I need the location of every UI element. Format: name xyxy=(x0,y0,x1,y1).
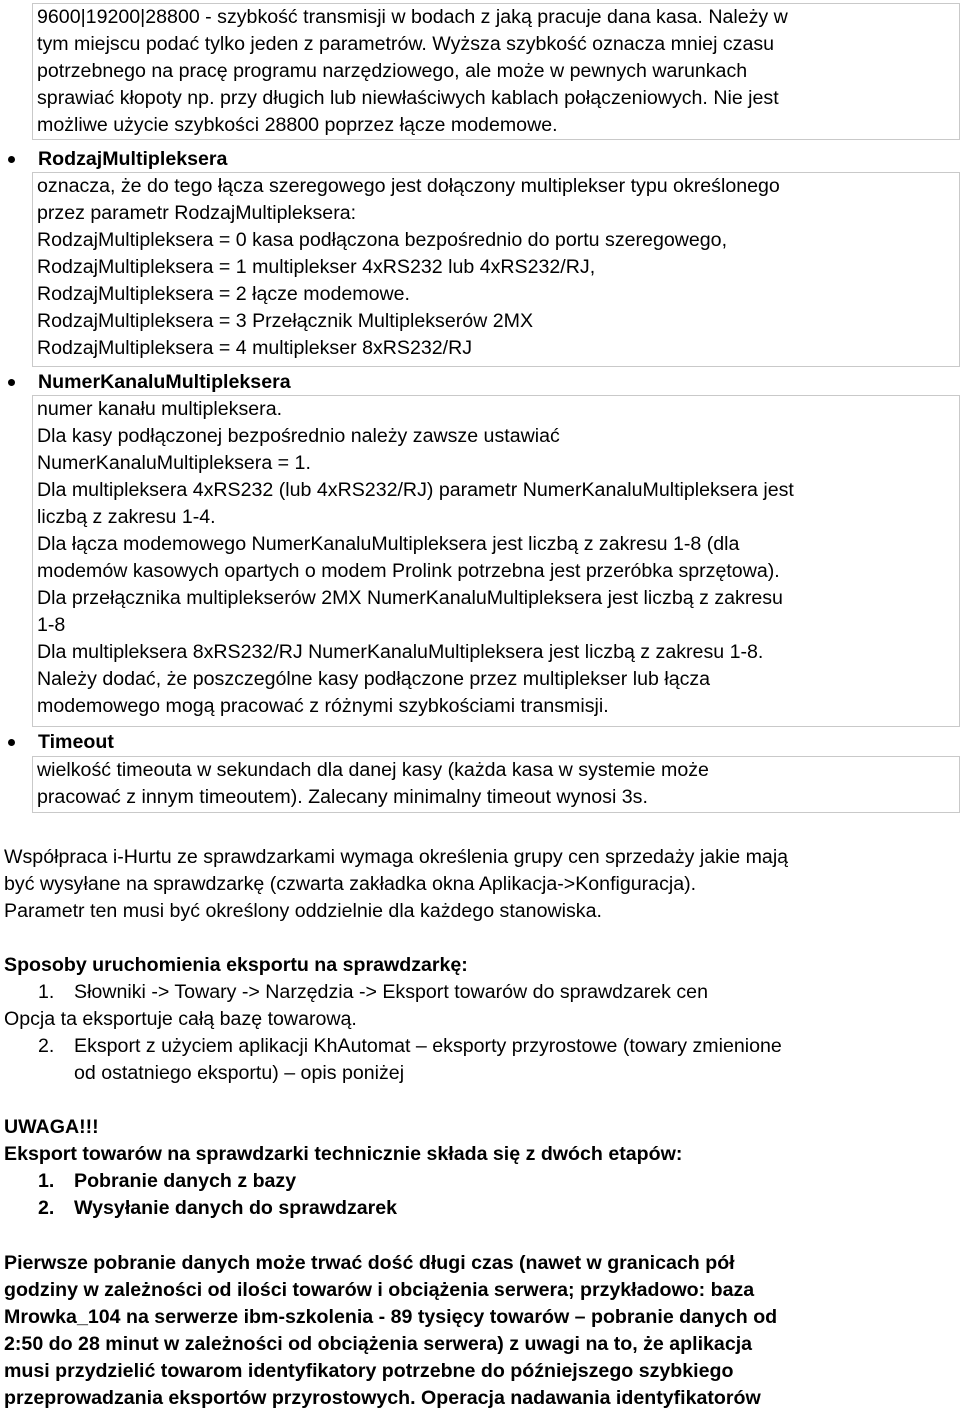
list-item: od ostatniego eksportu) – opis poniżej xyxy=(74,1062,405,1084)
param-name-rodzaj: RodzajMultipleksera xyxy=(38,148,228,170)
param-line: oznacza, że do tego łącza szeregowego jest dołączony multiplekser typu określonego xyxy=(37,175,780,197)
paragraph-line: Parametr ten musi być określony oddzielnie dla każdego stanowiska. xyxy=(4,900,602,922)
intro-line: sprawiać kłopoty np. przy długich lub niewłaściwych kablach połączeniowych. Nie jest xyxy=(37,87,779,109)
param-line: RodzajMultipleksera = 3 Przełącznik Multiplekserów 2MX xyxy=(37,310,534,332)
paragraph-line: Mrowka_104 na serwerze ibm-szkolenia - 89 tysięcy towarów – pobranie danych od xyxy=(4,1306,778,1328)
intro-line: 9600|19200|28800 - szybkość transmisji w bodach z jaką pracuje dana kasa. Należy w xyxy=(37,6,788,28)
param-line: modemów kasowych opartych o modem Prolink potrzebna jest przeróbka sprzętowa). xyxy=(37,560,780,582)
methods-note: Opcja ta eksportuje całą bazę towarową. xyxy=(4,1008,357,1030)
bullet-icon xyxy=(8,156,15,163)
list-item: Wysyłanie danych do sprawdzarek xyxy=(74,1197,398,1219)
param-line: Dla przełącznika multiplekserów 2MX NumerKanaluMultipleksera jest liczbą z zakresu xyxy=(37,587,783,609)
intro-line: możliwe użycie szybkości 28800 poprzez łącze modemowe. xyxy=(37,114,558,136)
list-number: 2. xyxy=(38,1197,55,1219)
list-item: Eksport z użyciem aplikacji KhAutomat – eksporty przyrostowe (towary zmienione xyxy=(74,1035,782,1057)
param-box-timeout xyxy=(32,756,960,813)
methods-heading: Sposoby uruchomienia eksportu na sprawdzarkę: xyxy=(4,954,468,976)
param-line: numer kanału multipleksera. xyxy=(37,398,283,420)
param-name-numer-kanalu: NumerKanaluMultipleksera xyxy=(38,371,291,393)
paragraph-line: być wysyłane na sprawdzarkę (czwarta zakładka okna Aplikacja->Konfiguracja). xyxy=(4,873,697,895)
param-name-timeout: Timeout xyxy=(38,731,114,753)
param-box-rodzaj xyxy=(32,172,960,367)
intro-line: potrzebnego na pracę programu narzędziowego, ale może w pewnych warunkach xyxy=(37,60,748,82)
bullet-icon xyxy=(8,739,15,746)
param-line: modemowego mogą pracować z różnymi szybkościami transmisji. xyxy=(37,695,609,717)
list-number: 2. xyxy=(38,1035,55,1057)
paragraph-line: przeprowadzania eksportów przyrostowych. Operacja nadawania identyfikatorów xyxy=(4,1387,761,1409)
param-line: RodzajMultipleksera = 4 multiplekser 8xRS232/RJ xyxy=(37,337,473,359)
param-line: liczbą z zakresu 1-4. xyxy=(37,506,216,528)
param-line: Dla kasy podłączonej bezpośrednio należy zawsze ustawiać xyxy=(37,425,560,447)
param-line: NumerKanaluMultipleksera = 1. xyxy=(37,452,311,474)
warning-label: UWAGA!!! xyxy=(4,1116,99,1138)
param-line: pracować z innym timeoutem). Zalecany minimalny timeout wynosi 3s. xyxy=(37,786,648,808)
list-number: 1. xyxy=(38,1170,55,1192)
param-line: RodzajMultipleksera = 2 łącze modemowe. xyxy=(37,283,410,305)
param-line: RodzajMultipleksera = 1 multiplekser 4xRS232 lub 4xRS232/RJ, xyxy=(37,256,596,278)
param-line: 1-8 xyxy=(37,614,66,636)
paragraph-line: godziny w zależności od ilości towarów i obciążenia serwera; przykładowo: baza xyxy=(4,1279,755,1301)
paragraph-line: Pierwsze pobranie danych może trwać dość długi czas (nawet w granicach pół xyxy=(4,1252,735,1274)
param-line: wielkość timeouta w sekundach dla danej kasy (każda kasa w systemie może xyxy=(37,759,709,781)
intro-box xyxy=(32,3,960,140)
param-line: Dla łącza modemowego NumerKanaluMultipleksera jest liczbą z zakresu 1-8 (dla xyxy=(37,533,740,555)
paragraph-line: Współpraca i-Hurtu ze sprawdzarkami wymaga określenia grupy cen sprzedaży jakie mają xyxy=(4,846,789,868)
intro-line: tym miejscu podać tylko jeden z parametrów. Wyższa szybkość oznacza mniej czasu xyxy=(37,33,775,55)
param-line: Dla multipleksera 8xRS232/RJ NumerKanaluMultipleksera jest liczbą z zakresu 1-8. xyxy=(37,641,764,663)
param-line: Należy dodać, że poszczególne kasy podłączone przez multiplekser lub łącza xyxy=(37,668,711,690)
paragraph-line: musi przydzielić towarom identyfikatory potrzebne do późniejszego szybkiego xyxy=(4,1360,734,1382)
param-line: Dla multipleksera 4xRS232 (lub 4xRS232/RJ) parametr NumerKanaluMultipleksera jest xyxy=(37,479,794,501)
param-line: przez parametr RodzajMultipleksera: xyxy=(37,202,357,224)
bullet-icon xyxy=(8,379,15,386)
list-number: 1. xyxy=(38,981,55,1003)
list-item: Pobranie danych z bazy xyxy=(74,1170,297,1192)
list-item: Słowniki -> Towary -> Narzędzia -> Eksport towarów do sprawdzarek cen xyxy=(74,981,708,1003)
warning-heading: Eksport towarów na sprawdzarki technicznie składa się z dwóch etapów: xyxy=(4,1143,683,1165)
param-box-numer-kanalu xyxy=(32,395,960,727)
param-line: RodzajMultipleksera = 0 kasa podłączona bezpośrednio do portu szeregowego, xyxy=(37,229,728,251)
paragraph-line: 2:50 do 28 minut w zależności od obciążenia serwera) z uwagi na to, że aplikacja xyxy=(4,1333,753,1355)
